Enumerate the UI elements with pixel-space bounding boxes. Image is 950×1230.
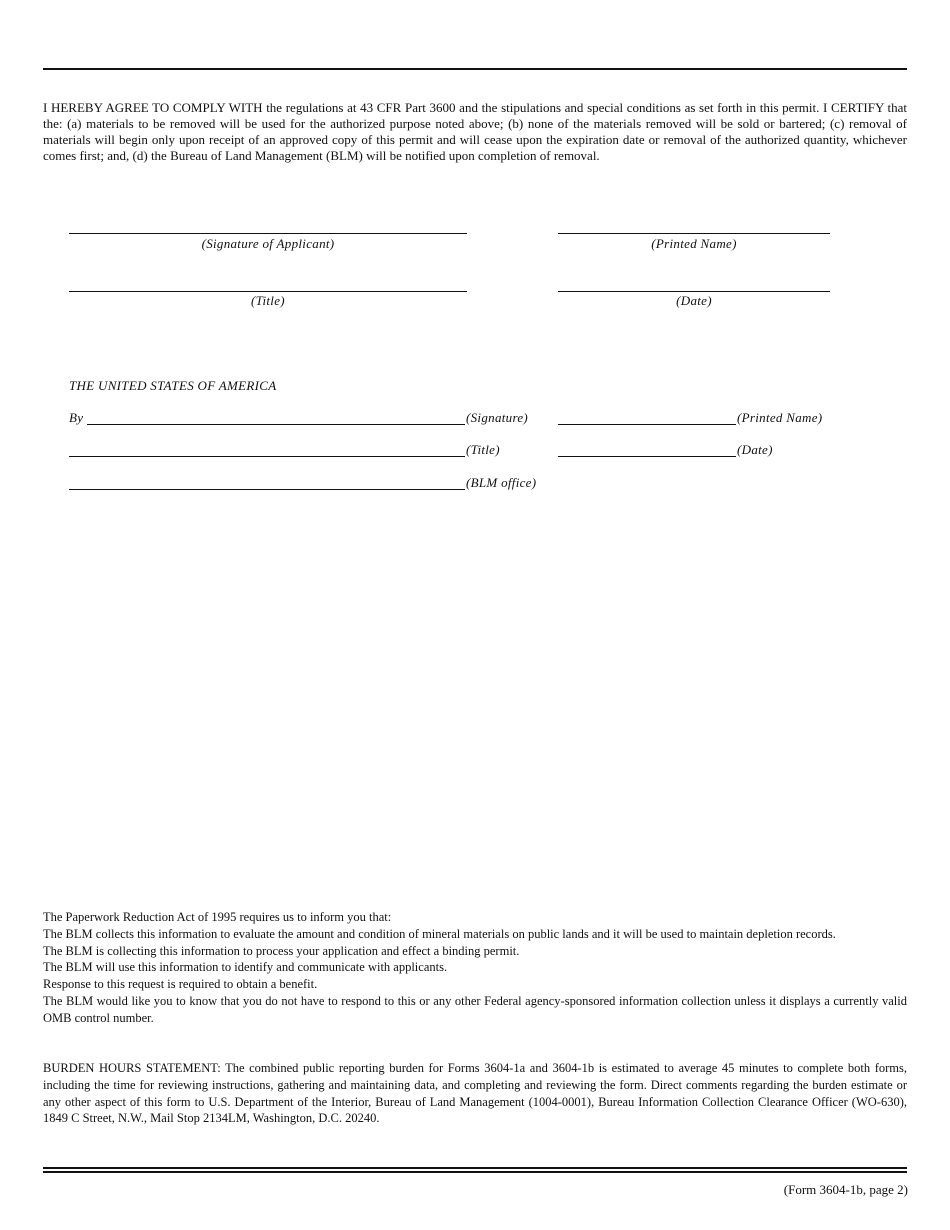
pra-line: The BLM is collecting this information to process your application and effect a binding permit. <box>43 943 520 958</box>
pra-line: The Paperwork Reduction Act of 1995 requires us to inform you that: <box>43 910 392 924</box>
applicant-date-line[interactable] <box>558 291 830 292</box>
applicant-signature-caption: (Signature of Applicant) <box>201 236 335 251</box>
burden-hours-statement: BURDEN HOURS STATEMENT: The combined public reporting burden for Forms 3604-1a and 3604-1b is estimated to average 45 minutes to complete both forms, including the time for reviewing instructions, gathering and maintaining data, and completing and reviewing the form. Direct comments regarding the burden estimate or any other aspect of this form to U.S. Department of the Interior, Bureau of Land Management (1004-0001), Bureau Information Collection Clearance Officer (WO-630), 1849 C Street, N.W., Mail Stop 2134LM, Washington, D.C. 20240. <box>43 1061 907 1126</box>
usa-date-label: (Date) <box>737 442 773 457</box>
applicant-signature-line[interactable] <box>69 233 467 234</box>
usa-title-line[interactable] <box>69 456 465 457</box>
usa-heading: THE UNITED STATES OF AMERICA <box>69 378 277 393</box>
applicant-printed-name-line[interactable] <box>558 233 830 234</box>
applicant-title-caption: (Title) <box>251 293 285 308</box>
applicant-title-line[interactable] <box>69 291 467 292</box>
blm-office-line[interactable] <box>69 489 465 490</box>
applicant-date-caption: (Date) <box>676 293 712 308</box>
usa-date-line[interactable] <box>558 456 736 457</box>
pra-line: The BLM will use this information to identify and communicate with applicants. <box>43 960 448 975</box>
top-rule <box>43 68 907 70</box>
pra-line: The BLM would like you to know that you do not have to respond to this or any other Federal agency-sponsored information collection unless it displays a currently valid OMB control number. <box>43 993 907 1025</box>
form-page-footer: (Form 3604-1b, page 2) <box>783 1182 908 1197</box>
usa-printed-name-label: (Printed Name) <box>737 410 823 425</box>
by-label: By <box>69 410 84 425</box>
applicant-printed-name-caption: (Printed Name) <box>651 236 737 251</box>
certification-statement: I HEREBY AGREE TO COMPLY WITH the regulations at 43 CFR Part 3600 and the stipulations and special conditions as set forth in this permit. I CERTIFY that the: (a) materials to be removed will be used for the authorized purpose noted above; (b) none of the materials removed will be sold or bartered; (c) removal of materials will begin only upon receipt of an approved copy of this permit and will cease upon the expiration date or removal of the authorized quantity, whichever comes first; and, (d) the Bureau of Land Management (BLM) will be notified upon completion of removal. <box>43 100 907 163</box>
pra-line: Response to this request is required to obtain a benefit. <box>43 977 318 992</box>
usa-title-label: (Title) <box>466 442 500 457</box>
paperwork-reduction-notice <box>43 909 907 1027</box>
blm-office-label: (BLM office) <box>466 475 537 490</box>
usa-signature-line[interactable] <box>87 424 465 425</box>
bottom-rule-1 <box>43 1167 907 1169</box>
usa-printed-name-line[interactable] <box>558 424 736 425</box>
usa-signature-label: (Signature) <box>466 410 529 425</box>
bottom-rule-2 <box>43 1171 907 1173</box>
pra-line: The BLM collects this information to evaluate the amount and condition of mineral materials on public lands and it will be used to maintain depletion records. <box>43 926 836 941</box>
